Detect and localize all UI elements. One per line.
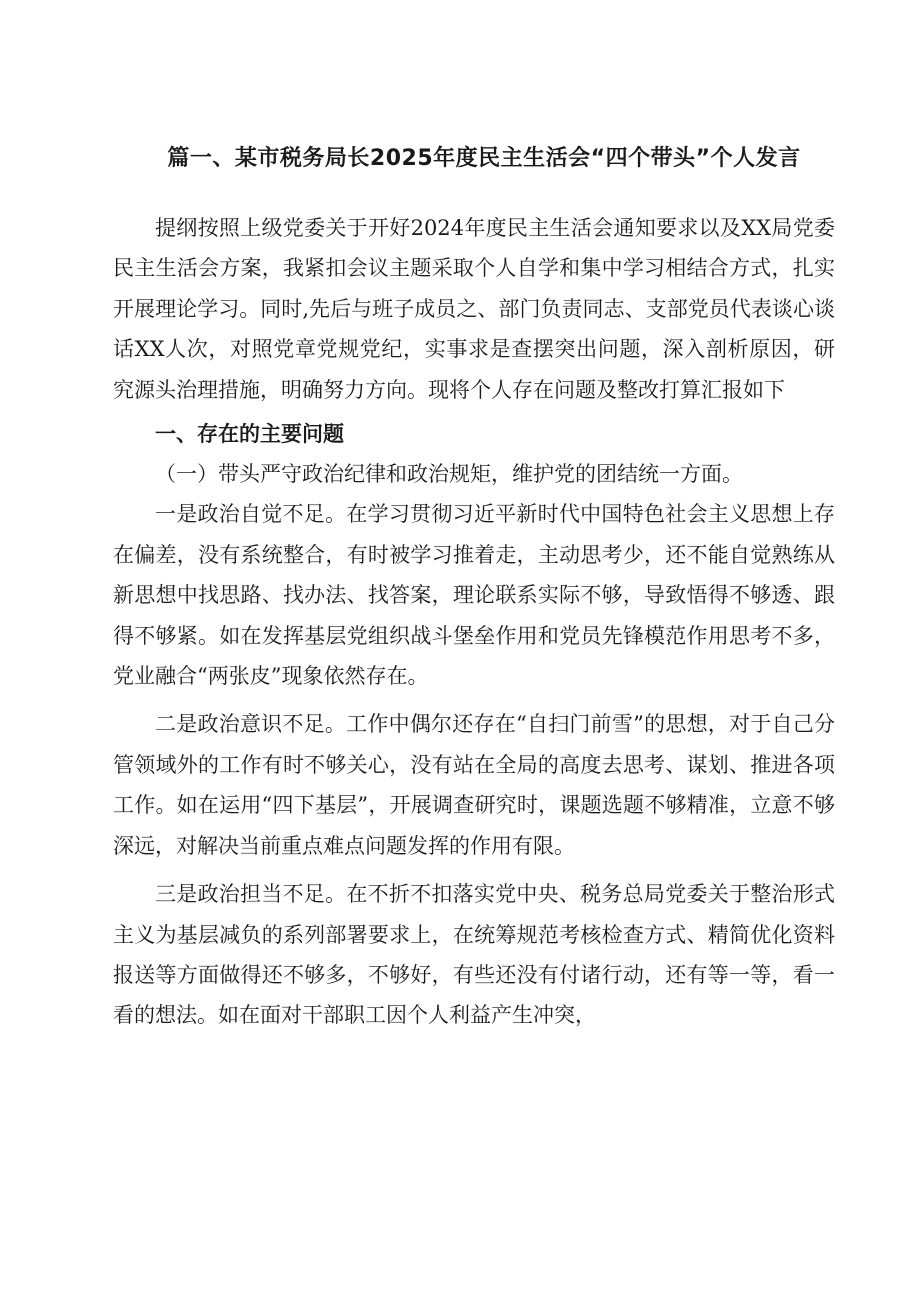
intro-paragraph: 提纲按照上级党委关于开好2024年度民主生活会通知要求以及XX局党委民主生活会方案，我紧扣会议主题采取个人自学和集中学习相结合方式，扎实开展理论学习。同时,先后与班子成员之、部门负责同志、支部党员代表谈心谈话XX人次，对照党章党规党纪，实事求是查摆突出问题，深入剖析原因，研究源头治理措施，明确努力方向。现将个人存在问题及整改打算汇报如下: [113, 216, 835, 402]
document-title: 篇一、某市税务局长2025年度民主生活会“四个带头”个人发言: [167, 146, 801, 171]
point-paragraph-3: 三是政治担当不足。在不折不扣落实党中央、税务总局党委关于整治形式主义为基层减负的系列部署要求上，在统筹规范考核检查方式、精简优化资料报送等方面做得还不够多，不够好，有些还没有付诸行动，还有等一等，看一看的想法。如在面对干部职工因个人利益产生冲突，: [113, 882, 835, 1028]
point-paragraph-2: 二是政治意识不足。工作中偶尔还存在“自扫门前雪”的思想，对于自己分管领域外的工作有时不够关心，没有站在全局的高度去思考、谋划、推进各项工作。如在运用“四下基层”，开展调查研究时，课题选题不够精准，立意不够深远，对解决当前重点难点问题发挥的作用有限。: [113, 712, 835, 858]
section-heading: 一、存在的主要问题: [155, 422, 344, 447]
point-paragraph-1: 一是政治自觉不足。在学习贯彻习近平新时代中国特色社会主义思想上存在偏差，没有系统整合，有时被学习推着走，主动思考少，还不能自觉熟练从新思想中找思路、找办法、找答案，理论联系实际不够，导致悟得不够透、跟得不够紧。如在发挥基层党组织战斗堡垒作用和党员先锋模范作用思考不多，党业融合“两张皮”现象依然存在。: [113, 502, 835, 689]
document-body: [113, 208, 835, 1036]
subsection-heading: （一）带头严守政治纪律和政治规矩，维护党的团结统一方面。: [155, 462, 743, 487]
